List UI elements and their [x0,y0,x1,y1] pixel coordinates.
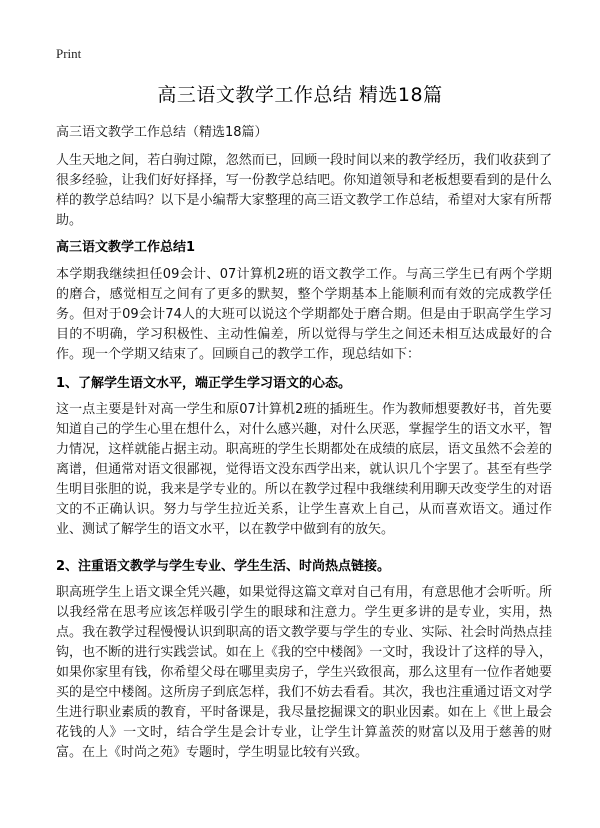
body-paragraph: 本学期我继续担任09会计、07计算机2班的语文教学工作。与高三学生已有两个学期的磨合，感觉相互之间有了更多的默契，整个学期基本上能顺利而有效的完成教学任务。但对于09会计74人的大班可以说这个学期都处于磨合期。但是由于职高学生学习目的不明确，学习积极性、主动性偏差，所以觉得与学生之间还未相互达成最好的合作。现一个学期又结束了。回顾自己的教学工作，现总结如下： [56,267,552,362]
point-heading: 2、注重语文教学与学生专业、学生生活、时尚热点链接。 [56,559,391,574]
body-paragraph: 这一点主要是针对高一学生和原07计算机2班的插班生。作为教师想要教好书，首先要知道自己的学生心里在想什么，对什么感兴趣，对什么厌恶，掌握学生的语文水平，智力情况，这样就能占据主动。职高班的学生长期都处在成绩的底层，语文虽然不会差的离谱，但通常对语文很鄙视，觉得语文没东西学出来，就认识几个字罢了。甚至有些学生明目张胆的说，我来是学专业的。所以在教学过程中我继续利用聊天改变学生的对语文的不正确认识。努力与学生拉近关系，让学生喜欢上自己，从而喜欢语文。通过作业、测试了解学生的语文水平，以在教学中做到有的放矢。 [56,402,552,537]
body-paragraph: 职高班学生上语文课全凭兴趣，如果觉得这篇文章对自己有用，有意思他才会听听。所以我经常在思考应该怎样吸引学生的眼球和注意力。学生更多讲的是专业，实用，热点。我在教学过程慢慢认识到职高的语文教学要与学生的专业、实际、社会时尚热点挂钩，也不断的进行实践尝试。如在上《我的空中楼阁》一文时，我设计了这样的导入，如果你家里有钱，你希望父母在哪里卖房子，学生兴致很高，那么这里有一位作者她要买的是空中楼阁。这所房子到底怎样，我们不妨去看看。其次，我也注重通过语文对学生进行职业素质的教育，平时备课是，我尽量挖掘课文的职业因素。如在上《世上最会花钱的人》一文时，结合学生是会计专业，让学生计算盖茨的财富以及用于慈善的财富。在上《时尚之苑》专题时，学生明显比较有兴致。 [56,585,552,760]
point-heading: 1、了解学生语文水平，端正学生学习语文的心态。 [56,376,352,391]
document-subtitle: 高三语文教学工作总结（精选18篇） [56,125,268,140]
document-title: 高三语文教学工作总结 精选18篇 [157,84,443,106]
print-link[interactable]: Print [56,46,82,61]
intro-paragraph: 人生天地之间，若白驹过隙，忽然而已，回顾一段时间以来的教学经历，我们收获到了很多经验，让我们好好择择，写一份教学总结吧。你知道领导和老板想要看到的是什么样的教学总结吗？以下是小编帮大家整理的高三语文教学工作总结，希望对大家有所帮助。 [56,153,552,228]
section-heading: 高三语文教学工作总结1 [56,240,196,255]
